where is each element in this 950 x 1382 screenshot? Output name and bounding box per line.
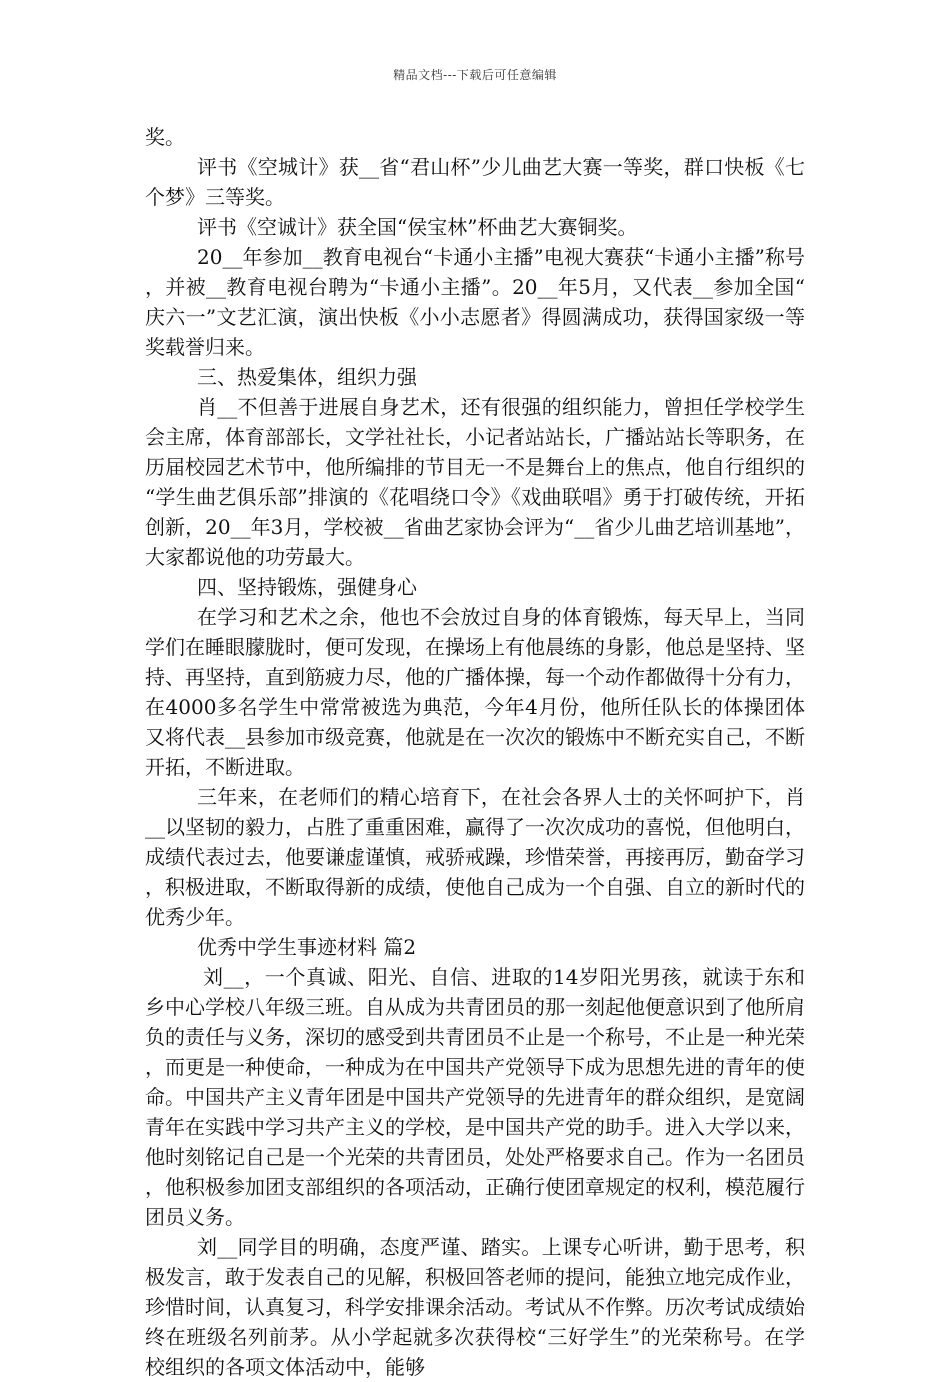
paragraph: 评书《空城计》获__省“君山杯”少儿曲艺大赛一等奖，群口快板《七个梦》三等奖。 (145, 155, 805, 209)
paragraph: 奖。 (145, 125, 185, 149)
section-heading: 三、热爱集体，组织力强 (197, 365, 417, 389)
section-heading: 四、坚持锻炼，强健身心 (197, 575, 417, 599)
paragraph: 肖__不但善于进展自身艺术，还有很强的组织能力，曾担任学校学生会主席，体育部部长，文学社社长，小记者站站长，广播站站长等职务，在历届校园艺术节中，他所编排的节目无一不是舞台上的焦点，他自行组织的“学生曲艺俱乐部”排演的《花唱绕口令》《戏曲联唱》勇于打破传统，开拓创新，20__年3月，学校被__省曲艺家协会评为“__省少儿曲艺培训基地”，大家都说他的功劳最大。 (145, 395, 805, 569)
paragraph: 在学习和艺术之余，他也不会放过自身的体育锻炼，每天早上，当同学们在睡眼朦胧时，便可发现，在操场上有他晨练的身影，他总是坚持、坚持、再坚持，直到筋疲力尽，他的广播体操，每一个动作都做得十分有力，在4000多名学生中常常被选为典范，今年4月份，他所任队长的体操团体又将代表__县参加市级竞赛，他就是在一次次的锻炼中不断充实自己，不断开拓，不断进取。 (145, 605, 805, 779)
paragraph: 三年来，在老师们的精心培育下，在社会各界人士的关怀呵护下，肖__以坚韧的毅力，占胜了重重困难，赢得了一次次成功的喜悦，但他明白，成绩代表过去，他要谦虚谨慎，戒骄戒躁，珍惜荣誉，再接再厉，勤奋学习，积极进取，不断取得新的成绩，使他自己成为一个自强、自立的新时代的优秀少年。 (145, 785, 805, 929)
paragraph: 刘__，一个真诚、阳光、自信、进取的14岁阳光男孩，就读于东和乡中心学校八年级三班。自从成为共青团员的那一刻起他便意识到了他所肩负的责任与义务，深切的感受到共青团员不止是一个称号，不止是一种光荣，而更是一种使命，一种成为在中国共产党领导下成为思想先进的青年的使命。中国共产主义青年团是中国共产党领导的先进青年的群众组织，是宽阔青年在实践中学习共产主义的学校，是中国共产党的助手。进入大学以来，他时刻铭记自己是一个光荣的共青团员，处处严格要求自己。作为一名团员，他积极参加团支部组织的各项活动，正确行使团章规定的权利，模范履行团员义务。 (145, 965, 805, 1229)
document-body (145, 122, 805, 1382)
paragraph: 评书《空诚计》获全国“侯宝林”杯曲艺大赛铜奖。 (197, 215, 638, 239)
article-subtitle: 优秀中学生事迹材料 篇2 (197, 935, 417, 959)
paragraph: 20__年参加__教育电视台“卡通小主播”电视大赛获“卡通小主播”称号，并被__教育电视台聘为“卡通小主播”。20__年5月，又代表__参加全国“庆六一”文艺汇演，演出快板《小小志愿者》得圆满成功，获得国家级一等奖载誉归来。 (145, 245, 805, 359)
page-header: 精品文档---下载后可任意编辑 (393, 68, 557, 82)
paragraph: 刘__同学目的明确，态度严谨、踏实。上课专心听讲，勤于思考，积极发言，敢于发表自己的见解，积极回答老师的提问，能独立地完成作业，珍惜时间，认真复习，科学安排课余活动。考试从不作弊。历次考试成绩始终在班级名列前茅。从小学起就多次获得校“三好学生”的光荣称号。在学校组织的各项文体活动中，能够 (145, 1235, 805, 1379)
